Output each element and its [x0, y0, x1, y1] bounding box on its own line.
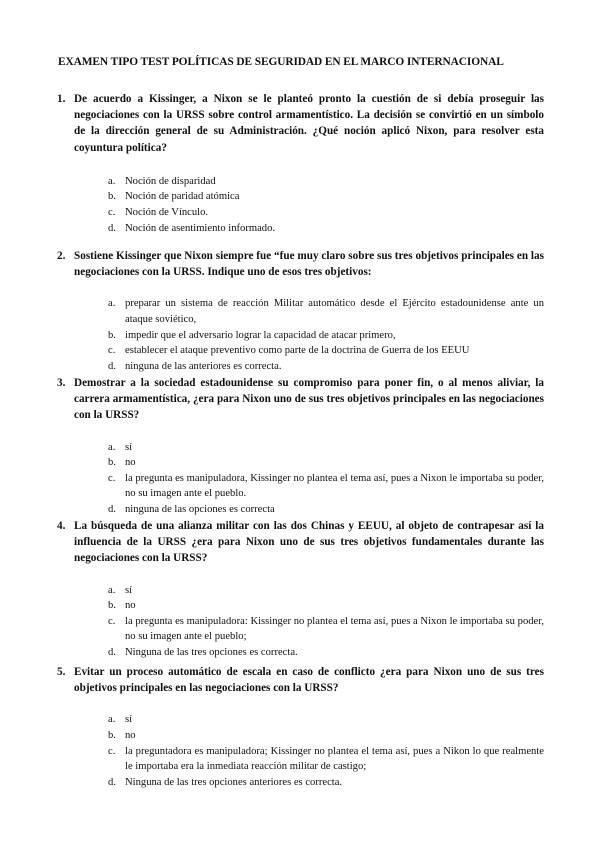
option-text: Ninguna de las tres opciones es correcta. [125, 646, 298, 658]
option-text: Noción de paridad atómica [125, 191, 240, 203]
option-letter: b. [108, 191, 116, 203]
option-letter: a. [108, 714, 116, 726]
option-letter: d. [108, 503, 116, 515]
question-number: 5. [57, 666, 66, 678]
option-letter: d. [108, 776, 116, 788]
option-letter: a. [108, 441, 116, 453]
option-b [108, 455, 544, 471]
option-letter: b. [108, 730, 116, 741]
option-letter: a. [108, 175, 116, 187]
option-c [108, 471, 544, 502]
question-text: Demostrar a la sociedad estadounidense su compromiso para poner fin, o al menos aliviar, la carrera armamentística, ¿era para Nixon uno de sus tres objetivos principales en las negociaciones con la URSS? [74, 377, 544, 422]
options-list [108, 296, 544, 374]
question-number: 1. [57, 93, 66, 105]
option-a [108, 440, 544, 456]
option-text: sí [125, 714, 133, 726]
option-d [108, 502, 544, 518]
option-text: preparar un sistema de reacción Militar automático desde el Ejército estadounidense ante un ataque soviético, [125, 298, 544, 325]
option-letter: b. [108, 600, 116, 612]
options-list [108, 583, 544, 661]
option-text: sí [125, 584, 133, 596]
question-number: 3. [57, 377, 66, 389]
question-5 [57, 664, 544, 790]
options-list [108, 174, 544, 236]
option-text: la preguntadora es manipuladora; Kissinger no plantea el tema así, pues a Nikon lo que realmente le importaba era la inmediata reacción militar de castigo; [125, 745, 544, 773]
option-letter: a. [108, 298, 116, 310]
option-text: no [125, 457, 136, 469]
option-text: la pregunta es manipuladora: Kissinger no plantea el tema así, pues a Nixon le importaba su poder, no su imagen ante el pueblo; [125, 615, 544, 643]
option-b [108, 598, 544, 614]
option-letter: c. [108, 615, 116, 627]
option-d [108, 359, 544, 375]
option-c [108, 205, 544, 221]
option-c [108, 614, 544, 645]
option-letter: b. [108, 329, 116, 341]
option-text: Noción de asentimiento informado. [125, 222, 276, 234]
options-list [108, 440, 544, 518]
question-4 [57, 518, 544, 661]
option-text: no [125, 730, 136, 741]
option-a [108, 296, 544, 327]
question-text: Sostiene Kissinger que Nixon siempre fue “fue muy claro sobre sus tres objetivos principales en las negociaciones con la URSS. Indique uno de esos tres objetivos: [74, 250, 544, 279]
option-letter: a. [108, 584, 116, 596]
question-1 [57, 91, 544, 236]
option-a [108, 712, 544, 728]
option-d [108, 221, 544, 237]
question-text: De acuerdo a Kissinger, a Nixon se le planteó pronto la cuestión de si debía proseguir las negociaciones con la URSS sobre control armamentístico. La decisión se convirtió en un símbolo de la dirección general de su Administración. ¿Qué noción aplicó Nixon, para resolver esta coyuntura política? [74, 93, 544, 154]
option-text: no [125, 600, 136, 612]
option-b [108, 189, 544, 205]
option-c [108, 343, 544, 359]
option-letter: c. [108, 345, 116, 357]
option-letter: c. [108, 745, 116, 757]
option-text: Noción de Vínculo. [125, 207, 209, 218]
option-letter: b. [108, 457, 116, 469]
question-text: La búsqueda de una alianza militar con las dos Chinas y EEUU, al objeto de contrapesar así la influencia de la URSS ¿era para Nixon uno de sus tres objetivos fundamentales durante las negociaciones con la URSS? [74, 520, 544, 565]
exam-title: EXAMEN TIPO TEST POLÍTICAS DE SEGURIDAD EN EL MARCO INTERNACIONAL [58, 56, 504, 68]
option-text: establecer el ataque preventivo como parte de la doctrina de Guerra de los EEUU [125, 345, 470, 357]
option-text: sí [125, 441, 133, 453]
option-b [108, 328, 544, 344]
option-b [108, 728, 544, 744]
option-letter: c. [108, 472, 116, 484]
question-number: 4. [57, 520, 66, 532]
option-text: Noción de disparidad [125, 175, 216, 187]
option-d [108, 645, 544, 661]
option-text: la pregunta es manipuladora, Kissinger no plantea el tema así, pues a Nixon le importaba su poder, no su imagen ante el pueblo. [125, 472, 544, 500]
option-letter: d. [108, 646, 116, 658]
option-d [108, 775, 544, 791]
option-c [108, 744, 544, 775]
question-text: Evitar un proceso automático de escala en caso de conflicto ¿era para Nixon uno de sus tres objetivos principales en las negociaciones con la URSS? [74, 666, 544, 695]
option-letter: d. [108, 222, 116, 234]
question-number: 2. [57, 250, 66, 262]
option-text: ninguna de las opciones es correcta [125, 503, 275, 515]
question-2 [57, 248, 544, 374]
option-text: impedir que el adversario lograr la capacidad de atacar primero, [125, 329, 396, 341]
option-letter: d. [108, 360, 116, 372]
options-list [108, 712, 544, 790]
option-text: ninguna de las anteriores es correcta. [125, 360, 282, 372]
question-3 [57, 375, 544, 518]
option-a [108, 174, 544, 190]
option-text: Ninguna de las tres opciones anteriores es correcta. [125, 776, 343, 788]
option-a [108, 583, 544, 599]
option-letter: c. [108, 207, 116, 218]
